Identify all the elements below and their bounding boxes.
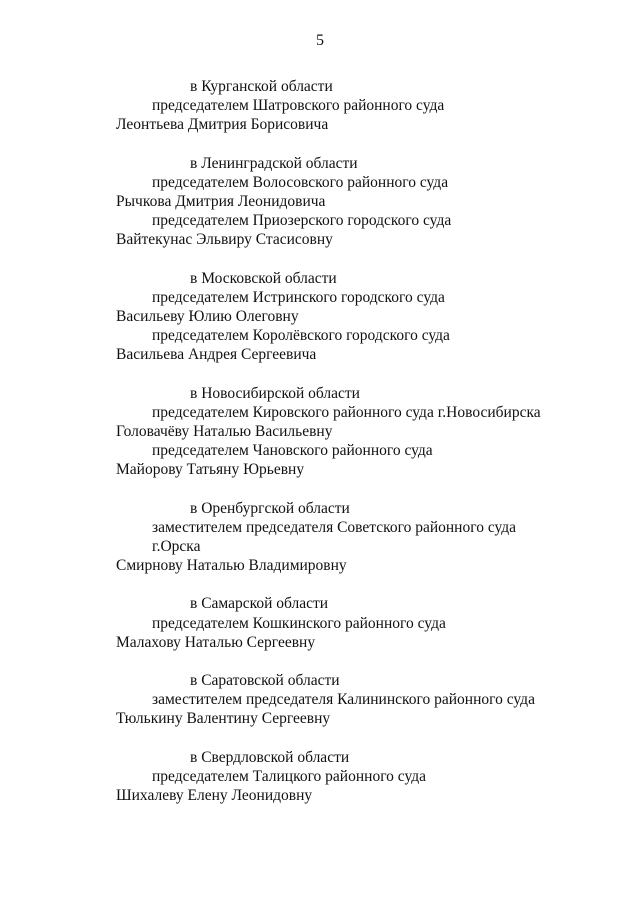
person-name: Шихалеву Елену Леонидовну — [116, 787, 313, 805]
person-name: Малахову Наталью Сергеевну — [116, 633, 316, 651]
section-saratov — [0, 671, 640, 729]
region-heading: в Самарской области — [190, 595, 329, 613]
section-novosibirsk — [0, 384, 640, 480]
section-sverdlovsk — [0, 748, 640, 806]
position-line: председателем Волосовского районного суда — [152, 173, 449, 191]
region-heading: в Новосибирской области — [190, 384, 360, 402]
position-line: председателем Кошкинского районного суда — [152, 614, 446, 632]
region-heading: в Курганской области — [190, 78, 333, 95]
person-name: Тюлькину Валентину Сергеевну — [116, 710, 331, 728]
section-samara — [0, 594, 640, 652]
position-line: председателем Истринского городского суда — [152, 288, 445, 306]
person-name: Вайтекунас Эльвиру Стасисовну — [116, 231, 333, 249]
position-line: председателем Королёвского городского суда — [152, 327, 450, 345]
position-line: председателем Приозерского городского суда — [152, 212, 452, 230]
region-heading: в Московской области — [190, 269, 337, 287]
section-leningrad — [0, 154, 640, 250]
section-kurgan — [0, 77, 640, 135]
region-heading: в Саратовской области — [190, 672, 340, 690]
person-name: Головачёву Наталью Васильевну — [116, 423, 333, 441]
section-moscow — [0, 269, 640, 365]
person-name: Смирнову Наталью Владимировну — [116, 557, 347, 575]
person-name: Васильеву Юлию Олеговну — [116, 308, 299, 326]
region-heading: в Свердловской области — [190, 748, 350, 766]
person-name: Васильева Андрея Сергеевича — [116, 346, 317, 364]
person-name: Майорову Татьяну Юрьевну — [116, 461, 305, 479]
position-line: председателем Шатровского районного суда — [152, 97, 445, 115]
appointments-list — [0, 77, 640, 824]
page-number: 5 — [316, 32, 324, 49]
position-line: заместителем председателя Советского районного суда — [152, 518, 517, 536]
region-heading: в Оренбургской области — [190, 499, 350, 517]
position-line: председателем Чановского районного суда — [152, 442, 433, 460]
position-line-continuation: г.Орска — [152, 538, 201, 556]
position-line: председателем Талицкого районного суда — [152, 767, 427, 785]
person-name: Леонтьева Дмитрия Борисовича — [116, 116, 329, 134]
region-heading: в Ленинградской области — [190, 154, 358, 172]
position-line: заместителем председателя Калининского районного суда — [152, 691, 535, 709]
section-orenburg — [0, 499, 640, 576]
position-line: председателем Кировского районного суда г.Новосибирска — [152, 403, 541, 421]
person-name: Рычкова Дмитрия Леонидовича — [116, 193, 326, 211]
